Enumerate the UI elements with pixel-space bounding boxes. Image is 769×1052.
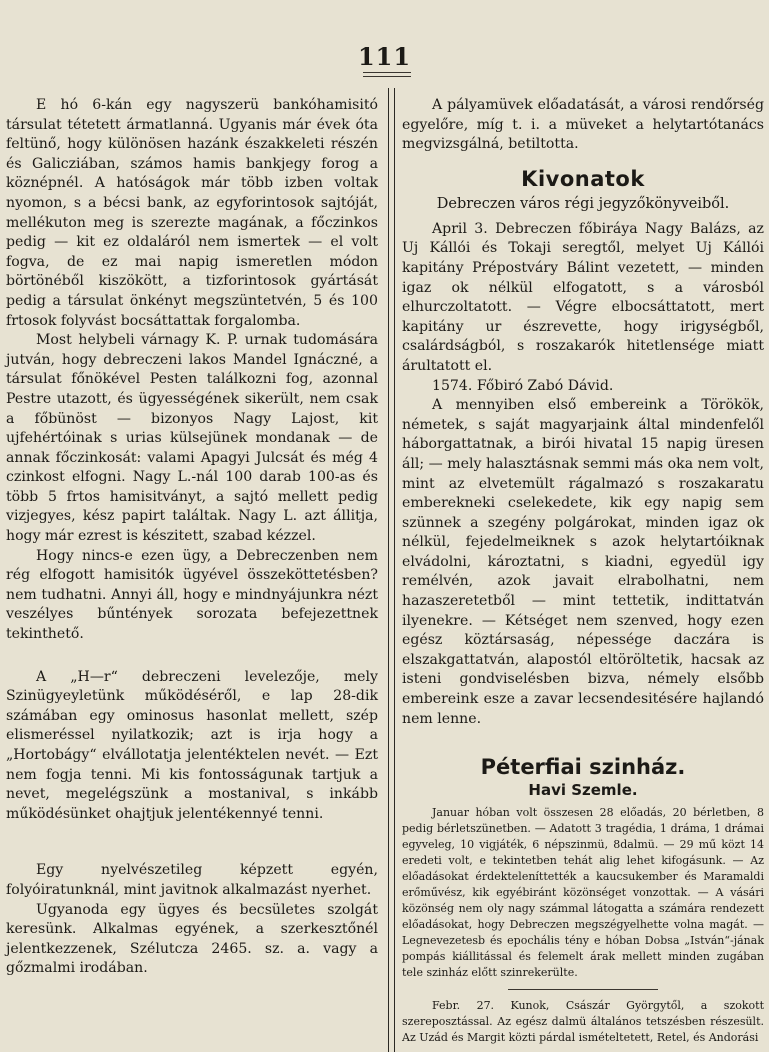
notice-proofreader-wanted: Egy nyelvészetileg képzett egyén, folyóiratunknál, mint javitnok alkalmazást nyerhet. [6,862,378,898]
separator-rule [508,989,658,990]
article-banknote-forgery: E hó 6-kán egy nagyszerü bankóhamisitó társulat tétetett ármatlanná. Ugyanis már évek óta feltünő, hogy különösen hazánk északkeleti részén és Galicziában, számos hamis bankjegy forog a köznépnél. A hatóságok már több izben voltak nyomon, s a bécsi bank, az egyforintosok sajtóját, mellékuton meg is szerezte magának, a főczinkos pedig — kit ez oldaláról nem ismertek — el volt fogva, de ez mai napig ismeretlen módon börtönéből kiszökött, a tizforintosok gyártását pedig a társulat önkényt megszüntetvén, 5 és 100 frtosok folyvást bocsáttattak forgalomba. [6,97,378,329]
article-correspondent-note: A „H—r“ debreczeni levelezője, mely Szinügyeyletünk működéséről, e lap 28-dik számában egy ominosus hasonlat mellett, szép elismeréssel nyilatkozik; azt is irja hogy a „Hortobágy“ elvállotatja jelentéktelen nevét. — Ezt nem fogja tenni. Mi kis fontosságunak tartjuk a nevet, megelégszünk a mostanival, s inkább működésünket ohajtjuk jelentékennyé tenni. [6,668,378,822]
theatre-review: Januar hóban volt összesen 28 előadás, 20 bérletben, 8 pedig bérletszünetben. — Adatott 3 tragédia, 1 dráma, 1 drámai egyveleg, 10 vigjáték, 6 népszinmü, 8dalmü. — 29 mű közt 14 eredeti volt, e tekintetben tehát alig lehet kifogásunk. — Az előadásokat érdekteleníttették a kaucsukember és Maramaldi erőművész, kik egyébiránt közönséget vonzottak. — A vásári közönség nem oly nagy számmal látogatta a számára rendezett előadásokat, hogy Debreczen megszégyelhette volna magát. — Legnevezetesb és epochális tény e hóban Dobsa „István“-jának pompás kiállitással és felemelt árak mellett minden zugában tele szinház előtt szinrekerülte. [402,806,764,980]
article-forgery-connection: Hogy nincs-e ezen ügy, a Debreczenben nem rég elfogott hamisitók ügyével összeköttetésben? nem tudhatni. Annyi áll, hogy e mindnyájunkra nézt veszélyes bűntények sorozata befejezettnek tekinthető. [6,547,378,643]
entry-1574: 1574. Főbiró Zabó Dávid. [432,377,614,394]
article-forgery-arrest: Most helybeli várnagy K. P. urnak tudomására jutván, hogy debreczeni lakos Mandel Ignáczné, a társulat főnökével Pesten találkozni fog, azonnal Pestre utazott, és ügyességének sikerült, nem csak a főbünöst — bizonyos Nagy Lajost, kit ujfehértóinak s urias külsejünek mondanak — de annak főczinkosát: valami Apagyi Julcsát és még 4 czinkost elfogni. Nagy L.-nál 100 darab 100-as és több 5 frtos hamisitványt, a sajtó mellett pedig vizjegyes, kész papirt találtak. Nagy L. azt állitja, hogy már ezrest is készitett, szabad kézzel. [6,332,378,545]
chronicle-paragraph: A mennyiben első embereink a Törökök, németek, s saját magyarjaink által mindenfelől háborgattatnak, a birói hivatal 15 napig üresen áll; — mely halasztásnak semmi más oka nem volt, mint az elvetemült rágalmazó s roszakaratu emberekneki cselekedete, kik egy napig sem szünnek a szegény polgárokat, minden igaz ok nélkül, fejedelmeiknek s azok helytartóiknak elvádolni, károztatni, s kiadni, egyedül igy remélvén, azok javait elrabolhatni, nem hazaszeretetből — mint tettetik, indittatván ilyenekre. — Kétséget nem szenved, hogy ezen egész köztársaság, népessége daczára is elszakgattatván, alapostól eltöröltetik, hacsak az isteni gondviselésben bizva, némely elsőbb embereink esze a zavar lecsendesitésére hajlandó nem lenne. [402,397,764,727]
notice-servant-wanted: Ugyanoda egy ügyes és becsületes szolgát keresünk. Alkalmas egyének, a szerkesztőnél jelentkezzenek, Szélutcza 2465. sz. a. vagy a gőzmalmi irodában. [6,901,378,977]
right-column [402,96,764,1046]
column-divider [388,88,395,1052]
section-subtitle-theatre: Havi Szemle. [528,781,638,800]
page-number: 111 [357,42,412,71]
section-title-kivonatok: Kivonatok [521,166,645,191]
intro-paragraph: A pályamüvek előadatását, a városi rendőrség egyelőre, míg t. i. a müveket a helytartótanács megvizsgálná, betiltotta. [402,97,764,153]
section-subtitle-kivonatok: Debreczen város régi jegyzőkönyveiből. [436,195,730,212]
left-column [6,96,378,979]
section-title-theatre: Péterfiai szinház. [480,755,686,780]
page-number-rule [363,72,411,77]
april-entry: April 3. Debreczen főbiráya Nagy Balázs, az Uj Kállói és Tokaji seregtől, melyet Uj Kállói kapitány Prépostváry Bálint vezetett, — minden igaz ok nélkül elfogatott, s a városból elhurczoltatott. — Végre elbocsáttatott, mert kapitány ur észrevette, hogy irigységből, csalárdságból, s roszakarók hitetlensége miatt árultatott el. [402,220,764,374]
theatre-february-note: Febr. 27. Kunok, Császár Györgytől, a szokott szereposztással. Az egész dalmü általános tetszésben részesült. Az Uzád és Margit közti párdal ismételtetett, Retel, és Andorási [402,999,764,1045]
